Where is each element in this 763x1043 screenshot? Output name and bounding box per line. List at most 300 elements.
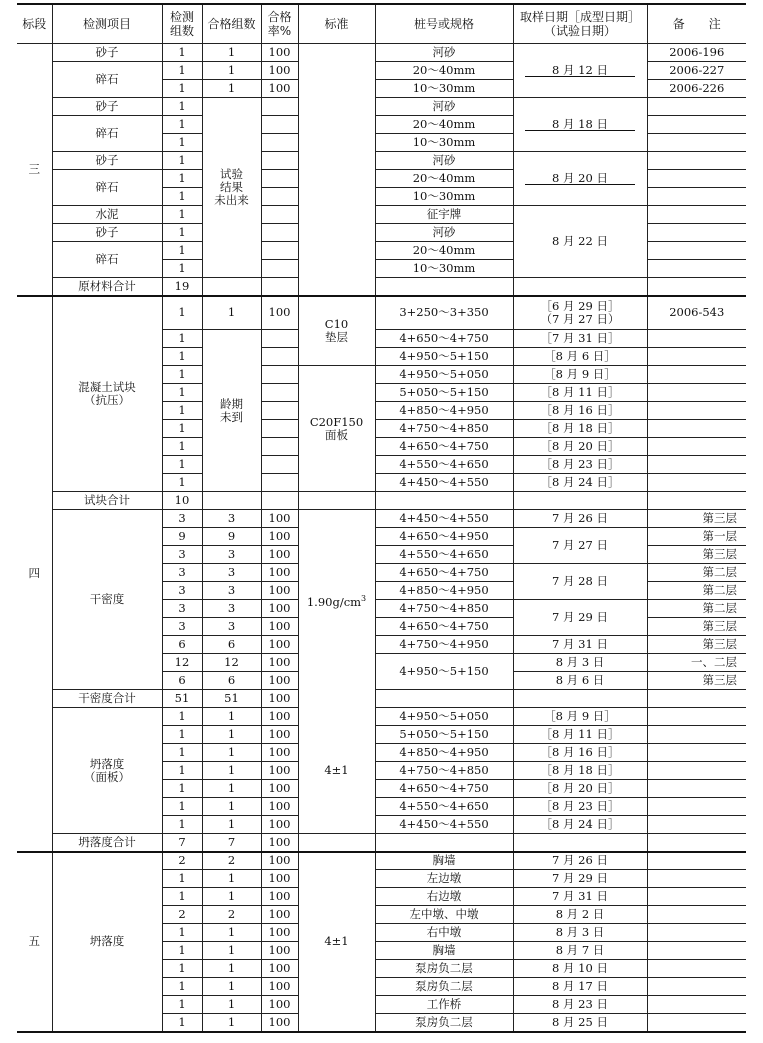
date-cell: ［8 月 11 日］ <box>513 726 647 744</box>
remark-cell: 一、二层 <box>647 654 746 672</box>
groups-cell: 12 <box>162 654 202 672</box>
remark-cell <box>647 888 746 906</box>
table-row <box>17 852 746 870</box>
rate-cell: 100 <box>261 296 298 330</box>
station-cell: 4+750～4+850 <box>375 420 513 438</box>
groups-cell: 2 <box>162 852 202 870</box>
passed-cell: 3 <box>202 510 261 528</box>
rate-cell: 100 <box>261 816 298 834</box>
date-cell: 7 月 27 日 <box>513 528 647 564</box>
rate-cell <box>261 384 298 402</box>
date-cell <box>513 492 647 510</box>
pending-result-cell: 试验 结果 未出来 <box>202 98 261 278</box>
item-cell: 试块合计 <box>52 492 162 510</box>
remark-cell <box>647 906 746 924</box>
passed-cell: 1 <box>202 960 261 978</box>
station-cell: 右中墩 <box>375 924 513 942</box>
remark-cell: 第三层 <box>647 618 746 636</box>
standard-cell <box>298 492 375 510</box>
groups-cell: 1 <box>162 384 202 402</box>
groups-cell: 1 <box>162 44 202 62</box>
station-cell: 20～40mm <box>375 116 513 134</box>
remark-cell <box>647 834 746 852</box>
remark-cell <box>647 260 746 278</box>
station-cell: 胸墙 <box>375 852 513 870</box>
groups-cell: 1 <box>162 762 202 780</box>
rate-cell: 100 <box>261 672 298 690</box>
remark-cell <box>647 798 746 816</box>
station-cell: 20～40mm <box>375 170 513 188</box>
groups-cell: 1 <box>162 206 202 224</box>
date-cell: ［8 月 9 日］ <box>513 708 647 726</box>
station-cell: 4+750～4+850 <box>375 600 513 618</box>
rate-cell: 100 <box>261 600 298 618</box>
groups-cell: 1 <box>162 924 202 942</box>
remark-cell <box>647 852 746 870</box>
remark-cell <box>647 870 746 888</box>
header-groups: 检测 组数 <box>162 4 202 44</box>
passed-cell: 1 <box>202 816 261 834</box>
table-row <box>17 44 746 62</box>
date-cell: ［8 月 18 日］ <box>513 762 647 780</box>
groups-cell: 1 <box>162 152 202 170</box>
date-cell <box>513 98 647 152</box>
date-cell <box>513 278 647 296</box>
groups-cell: 3 <box>162 618 202 636</box>
groups-cell: 1 <box>162 780 202 798</box>
remark-cell <box>647 438 746 456</box>
rate-cell: 100 <box>261 1014 298 1032</box>
rate-cell <box>261 170 298 188</box>
station-cell: 4+550～4+650 <box>375 798 513 816</box>
date-cell: 7 月 26 日 <box>513 510 647 528</box>
rate-cell: 100 <box>261 852 298 870</box>
station-cell: 工作桥 <box>375 996 513 1014</box>
date-cell: ［8 月 9 日］ <box>513 366 647 384</box>
rate-cell: 100 <box>261 564 298 582</box>
date-cell <box>513 44 647 98</box>
item-cell: 水泥 <box>52 206 162 224</box>
remark-cell: 第一层 <box>647 528 746 546</box>
station-cell: 4+850～4+950 <box>375 744 513 762</box>
station-cell: 泵房负二层 <box>375 960 513 978</box>
passed-cell: 2 <box>202 852 261 870</box>
station-cell: 河砂 <box>375 152 513 170</box>
date-text: 8 月 18 日 <box>525 118 635 131</box>
test-results-table <box>17 3 746 1033</box>
standard-cell: C10 垫层 <box>298 296 375 366</box>
rate-cell: 100 <box>261 80 298 98</box>
rate-cell <box>261 474 298 492</box>
rate-cell <box>261 402 298 420</box>
station-cell: 5+050～5+150 <box>375 726 513 744</box>
passed-cell: 6 <box>202 672 261 690</box>
remark-cell: 2006-196 <box>647 44 746 62</box>
standard-cell: C20F150 面板 <box>298 366 375 492</box>
rate-cell <box>261 330 298 348</box>
passed-cell: 3 <box>202 582 261 600</box>
date-cell: 7 月 26 日 <box>513 852 647 870</box>
station-cell: 4+650～4+750 <box>375 618 513 636</box>
item-cell: 坍落度 <box>52 852 162 1032</box>
rate-cell: 100 <box>261 528 298 546</box>
rate-cell <box>261 438 298 456</box>
groups-cell: 1 <box>162 1014 202 1032</box>
station-cell: 征宇牌 <box>375 206 513 224</box>
rate-cell <box>261 134 298 152</box>
groups-cell: 1 <box>162 870 202 888</box>
date-cell: 7 月 29 日 <box>513 600 647 636</box>
passed-cell: 3 <box>202 564 261 582</box>
date-cell: 8 月 22 日 <box>513 206 647 278</box>
rate-cell: 100 <box>261 546 298 564</box>
groups-cell: 3 <box>162 564 202 582</box>
station-cell: 4+450～4+550 <box>375 816 513 834</box>
header-section: 标段 <box>17 4 52 44</box>
station-cell <box>375 492 513 510</box>
station-cell: 左边墩 <box>375 870 513 888</box>
rate-cell: 100 <box>261 798 298 816</box>
rate-cell: 100 <box>261 996 298 1014</box>
rate-cell <box>261 116 298 134</box>
density-unit-exponent: 3 <box>361 594 367 603</box>
item-cell: 干密度合计 <box>52 690 162 708</box>
station-cell: 4+850～4+950 <box>375 582 513 600</box>
station-cell: 4+750～4+850 <box>375 762 513 780</box>
remark-cell <box>647 206 746 224</box>
station-cell <box>375 834 513 852</box>
groups-cell: 1 <box>162 456 202 474</box>
rate-cell <box>261 152 298 170</box>
groups-cell: 1 <box>162 402 202 420</box>
remark-cell <box>647 134 746 152</box>
passed-cell: 2 <box>202 906 261 924</box>
station-cell: 3+250～3+350 <box>375 296 513 330</box>
date-cell: 8 月 10 日 <box>513 960 647 978</box>
date-cell: ［8 月 20 日］ <box>513 438 647 456</box>
table-row <box>17 492 746 510</box>
date-cell: 8 月 3 日 <box>513 654 647 672</box>
rate-cell <box>261 348 298 366</box>
groups-cell: 1 <box>162 438 202 456</box>
passed-cell: 1 <box>202 798 261 816</box>
density-standard-text: 1.90g/cm <box>306 594 362 609</box>
station-cell: 4+650～4+750 <box>375 330 513 348</box>
groups-cell: 1 <box>162 224 202 242</box>
remark-cell: 2006-227 <box>647 62 746 80</box>
passed-cell: 1 <box>202 780 261 798</box>
groups-cell: 1 <box>162 474 202 492</box>
table-row <box>17 834 746 852</box>
rate-cell: 100 <box>261 870 298 888</box>
groups-cell: 3 <box>162 600 202 618</box>
station-cell: 泵房负二层 <box>375 978 513 996</box>
station-cell: 10～30mm <box>375 134 513 152</box>
rate-cell: 100 <box>261 960 298 978</box>
remark-cell <box>647 330 746 348</box>
groups-cell: 1 <box>162 726 202 744</box>
date-cell: 8 月 23 日 <box>513 996 647 1014</box>
remark-cell <box>647 924 746 942</box>
header-remark: 备 注 <box>647 4 746 44</box>
groups-cell: 1 <box>162 744 202 762</box>
date-cell: ［8 月 6 日］ <box>513 348 647 366</box>
date-cell <box>513 834 647 852</box>
table-row <box>17 278 746 296</box>
rate-cell: 100 <box>261 834 298 852</box>
remark-cell <box>647 366 746 384</box>
passed-cell: 7 <box>202 834 261 852</box>
remark-cell <box>647 242 746 260</box>
station-cell: 4+550～4+650 <box>375 546 513 564</box>
date-cell: 7 月 29 日 <box>513 870 647 888</box>
section-4 <box>17 296 746 852</box>
rate-cell: 100 <box>261 942 298 960</box>
passed-cell: 6 <box>202 636 261 654</box>
rate-cell <box>261 242 298 260</box>
station-cell: 20～40mm <box>375 242 513 260</box>
groups-cell: 7 <box>162 834 202 852</box>
remark-cell: 2006-226 <box>647 80 746 98</box>
station-cell: 左中墩、中墩 <box>375 906 513 924</box>
groups-cell: 1 <box>162 888 202 906</box>
station-cell: 泵房负二层 <box>375 1014 513 1032</box>
section-label: 四 <box>17 296 52 852</box>
rate-cell: 100 <box>261 924 298 942</box>
remark-cell <box>647 690 746 708</box>
standard-cell <box>298 834 375 852</box>
station-cell: 4+850～4+950 <box>375 402 513 420</box>
passed-cell: 3 <box>202 618 261 636</box>
station-cell: 河砂 <box>375 44 513 62</box>
rate-cell: 100 <box>261 762 298 780</box>
groups-cell: 1 <box>162 134 202 152</box>
header-standard: 标准 <box>298 4 375 44</box>
rate-cell <box>261 278 298 296</box>
station-cell: 右边墩 <box>375 888 513 906</box>
date-text: 8 月 12 日 <box>525 64 635 77</box>
item-cell: 坍落度 （面板） <box>52 708 162 834</box>
rate-cell <box>261 188 298 206</box>
date-cell: 8 月 2 日 <box>513 906 647 924</box>
date-text: 8 月 20 日 <box>525 172 635 185</box>
table-row <box>17 152 746 170</box>
remark-cell <box>647 278 746 296</box>
remark-cell <box>647 960 746 978</box>
groups-cell: 1 <box>162 996 202 1014</box>
section-label: 三 <box>17 44 52 296</box>
date-cell: ［8 月 24 日］ <box>513 816 647 834</box>
groups-cell: 3 <box>162 510 202 528</box>
item-cell: 坍落度合计 <box>52 834 162 852</box>
rate-cell: 100 <box>261 780 298 798</box>
rate-cell: 100 <box>261 690 298 708</box>
station-cell: 4+950～5+050 <box>375 708 513 726</box>
table-row <box>17 690 746 708</box>
rate-cell <box>261 98 298 116</box>
remark-cell: 第三层 <box>647 636 746 654</box>
remark-cell <box>647 348 746 366</box>
item-cell: 混凝土试块 （抗压） <box>52 296 162 492</box>
standard-cell <box>298 510 375 834</box>
groups-cell: 1 <box>162 62 202 80</box>
groups-cell: 1 <box>162 798 202 816</box>
passed-cell: 1 <box>202 296 261 330</box>
rate-cell <box>261 224 298 242</box>
groups-cell: 1 <box>162 978 202 996</box>
item-cell: 砂子 <box>52 224 162 242</box>
groups-cell: 1 <box>162 98 202 116</box>
passed-cell: 1 <box>202 708 261 726</box>
rate-cell: 100 <box>261 582 298 600</box>
rate-cell <box>261 366 298 384</box>
date-cell: ［8 月 23 日］ <box>513 456 647 474</box>
passed-cell <box>202 492 261 510</box>
date-cell: 8 月 7 日 <box>513 942 647 960</box>
passed-cell: 51 <box>202 690 261 708</box>
rate-cell: 100 <box>261 744 298 762</box>
groups-cell: 1 <box>162 188 202 206</box>
standard-cell: 4±1 <box>298 852 375 1032</box>
station-cell: 胸墙 <box>375 942 513 960</box>
date-cell: 7 月 31 日 <box>513 636 647 654</box>
remark-cell <box>647 116 746 134</box>
station-cell: 河砂 <box>375 224 513 242</box>
station-cell: 4+950～5+150 <box>375 654 513 690</box>
rate-cell: 100 <box>261 708 298 726</box>
rate-cell <box>261 260 298 278</box>
date-cell: ［8 月 18 日］ <box>513 420 647 438</box>
item-cell: 碎石 <box>52 242 162 278</box>
station-cell: 5+050～5+150 <box>375 384 513 402</box>
station-cell: 10～30mm <box>375 80 513 98</box>
header-passed: 合格组数 <box>202 4 261 44</box>
standard-cell <box>298 44 375 296</box>
date-cell: ［8 月 20 日］ <box>513 780 647 798</box>
groups-cell: 3 <box>162 582 202 600</box>
station-cell: 4+450～4+550 <box>375 510 513 528</box>
item-cell: 砂子 <box>52 152 162 170</box>
station-cell: 4+650～4+750 <box>375 438 513 456</box>
remark-cell <box>647 744 746 762</box>
section-5 <box>17 852 746 1032</box>
remark-cell <box>647 98 746 116</box>
date-cell: 8 月 6 日 <box>513 672 647 690</box>
rate-cell: 100 <box>261 618 298 636</box>
remark-cell <box>647 384 746 402</box>
table-row <box>17 708 746 726</box>
station-cell: 4+950～5+050 <box>375 366 513 384</box>
remark-cell <box>647 492 746 510</box>
groups-cell: 2 <box>162 906 202 924</box>
passed-cell: 1 <box>202 924 261 942</box>
passed-cell: 1 <box>202 1014 261 1032</box>
date-cell: 7 月 31 日 <box>513 888 647 906</box>
date-cell: ［8 月 23 日］ <box>513 798 647 816</box>
item-cell: 砂子 <box>52 44 162 62</box>
slump-standard-text: 4±1 <box>324 763 349 777</box>
table-row <box>17 296 746 330</box>
groups-cell: 1 <box>162 296 202 330</box>
remark-cell <box>647 762 746 780</box>
rate-cell <box>261 492 298 510</box>
groups-cell: 1 <box>162 242 202 260</box>
passed-cell: 1 <box>202 996 261 1014</box>
header-rate: 合格 率% <box>261 4 298 44</box>
item-cell: 干密度 <box>52 510 162 690</box>
item-cell: 原材料合计 <box>52 278 162 296</box>
station-cell: 10～30mm <box>375 188 513 206</box>
groups-cell: 6 <box>162 672 202 690</box>
station-cell: 4+750～4+950 <box>375 636 513 654</box>
passed-cell: 1 <box>202 80 261 98</box>
remark-cell: 2006-543 <box>647 296 746 330</box>
passed-cell: 3 <box>202 600 261 618</box>
groups-cell: 9 <box>162 528 202 546</box>
station-cell: 4+950～5+150 <box>375 348 513 366</box>
remark-cell: 第二层 <box>647 600 746 618</box>
rate-cell: 100 <box>261 654 298 672</box>
date-cell: ［8 月 11 日］ <box>513 384 647 402</box>
remark-cell <box>647 726 746 744</box>
date-cell: ［8 月 24 日］ <box>513 474 647 492</box>
date-cell: ［6 月 29 日］ （7 月 27 日） <box>513 296 647 330</box>
date-cell: ［7 月 31 日］ <box>513 330 647 348</box>
item-cell: 碎石 <box>52 62 162 98</box>
header-station: 桩号或规格 <box>375 4 513 44</box>
remark-cell <box>647 420 746 438</box>
groups-cell: 1 <box>162 942 202 960</box>
remark-cell <box>647 816 746 834</box>
item-cell: 砂子 <box>52 98 162 116</box>
groups-cell: 6 <box>162 636 202 654</box>
item-cell: 碎石 <box>52 116 162 152</box>
date-cell: ［8 月 16 日］ <box>513 744 647 762</box>
station-cell: 4+550～4+650 <box>375 456 513 474</box>
rate-cell <box>261 420 298 438</box>
rate-cell: 100 <box>261 726 298 744</box>
date-cell: 8 月 25 日 <box>513 1014 647 1032</box>
date-cell <box>513 152 647 206</box>
not-due-cell: 龄期 未到 <box>202 330 261 492</box>
passed-cell: 1 <box>202 62 261 80</box>
groups-cell: 1 <box>162 420 202 438</box>
groups-cell: 51 <box>162 690 202 708</box>
remark-cell <box>647 996 746 1014</box>
station-cell <box>375 690 513 708</box>
groups-cell: 10 <box>162 492 202 510</box>
date-cell <box>513 690 647 708</box>
passed-cell: 1 <box>202 978 261 996</box>
rate-cell: 100 <box>261 906 298 924</box>
rate-cell <box>261 206 298 224</box>
groups-cell: 1 <box>162 366 202 384</box>
table-row <box>17 510 746 528</box>
station-cell: 4+450～4+550 <box>375 474 513 492</box>
remark-cell: 第三层 <box>647 672 746 690</box>
remark-cell: 第二层 <box>647 582 746 600</box>
remark-cell <box>647 780 746 798</box>
passed-cell: 3 <box>202 546 261 564</box>
station-cell: 10～30mm <box>375 260 513 278</box>
header-item: 检测项目 <box>52 4 162 44</box>
rate-cell: 100 <box>261 888 298 906</box>
passed-cell: 1 <box>202 44 261 62</box>
groups-cell: 3 <box>162 546 202 564</box>
date-cell: 8 月 3 日 <box>513 924 647 942</box>
station-cell: 河砂 <box>375 98 513 116</box>
station-cell: 4+650～4+750 <box>375 564 513 582</box>
